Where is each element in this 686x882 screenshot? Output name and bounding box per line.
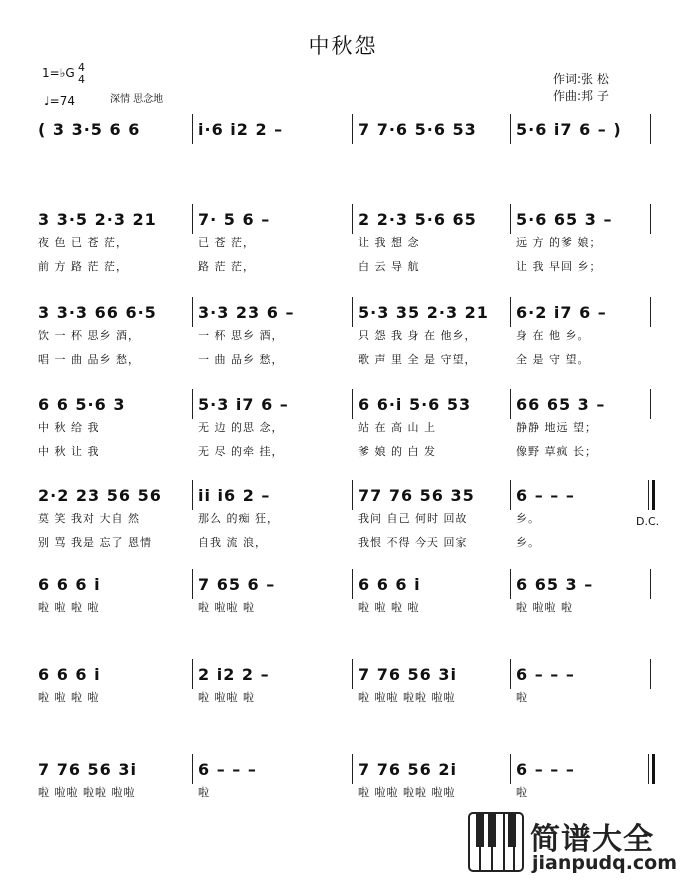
- measure-notes: 5·6 65 3 –: [516, 210, 613, 229]
- measure-notes: 5·6 i7 6 – ): [516, 120, 622, 139]
- lyric-text: 让 我 早回 乡；: [516, 260, 602, 273]
- lyric-text: 啦 啦啦 啦啦 啦啦: [38, 786, 136, 799]
- lyric-text: 让 我 想 念: [358, 236, 420, 249]
- lyric-text: 全 是 守 望。: [516, 353, 590, 366]
- measure-notes: 6 65 3 –: [516, 575, 594, 594]
- lyric-text: 歌 声 里 全 是 守望，: [358, 353, 477, 366]
- lyric-text: 啦 啦啦 啦啦 啦啦: [358, 691, 456, 704]
- measure-notes: 6 6·i 5·6 53: [358, 395, 472, 414]
- barline: [352, 480, 353, 510]
- lyric-text: 夜 色 已 苍 茫，: [38, 236, 128, 249]
- measure-notes: 6 6 5·6 3: [38, 395, 126, 414]
- lyric-text: 已 苍 茫，: [198, 236, 255, 249]
- expression-marking: 深情 思念地: [110, 94, 164, 105]
- lyric-text: 啦: [516, 691, 528, 704]
- measure-notes: ( 3 3·5 6 6: [38, 120, 141, 139]
- lyric-text: 白 云 导 航: [358, 260, 420, 273]
- lyric-text: 像野 草疯 长；: [516, 445, 597, 458]
- measure-notes: 3 3·3 66 6·5: [38, 303, 157, 322]
- barline: [352, 114, 353, 144]
- measure-notes: 2 i2 2 –: [198, 665, 270, 684]
- lyric-text: 前 方 路 茫 茫，: [38, 260, 128, 273]
- logo-url: jianpudq.com: [532, 852, 678, 874]
- barline: [650, 569, 651, 599]
- lyric-text: 静静 地远 望；: [516, 421, 597, 434]
- barline: [192, 659, 193, 689]
- lyric-text: 路 茫 茫，: [198, 260, 255, 273]
- lyric-text: 站 在 高 山 上: [358, 421, 436, 434]
- composer-credit: 作曲:邦 子: [553, 89, 609, 103]
- time-signature-top: 4: [78, 61, 85, 74]
- lyric-text: 无 尽 的牵 挂，: [198, 445, 284, 458]
- barline: [510, 114, 511, 144]
- measure-notes: i·6 i2 2 –: [198, 120, 284, 139]
- barline: [510, 754, 511, 784]
- barline: [352, 754, 353, 784]
- measure-notes: 6·2 i7 6 –: [516, 303, 607, 322]
- lyric-text: 唱 一 曲 品乡 愁，: [38, 353, 140, 366]
- measure-notes: 3·3 23 6 –: [198, 303, 295, 322]
- lyric-text: 那么 的痴 狂，: [198, 512, 279, 525]
- final-barline-thick: [652, 480, 655, 510]
- lyric-text: 啦 啦啦 啦啦 啦啦: [358, 786, 456, 799]
- lyric-text: 啦: [516, 786, 528, 799]
- measure-notes: 6 – – –: [516, 665, 575, 684]
- barline: [352, 204, 353, 234]
- lyric-text: 啦 啦啦 啦: [198, 691, 255, 704]
- measure-notes: 7 76 56 3i: [358, 665, 457, 684]
- measure-notes: 77 76 56 35: [358, 486, 475, 505]
- measure-notes: 3 3·5 2·3 21: [38, 210, 157, 229]
- measure-notes: 7· 5 6 –: [198, 210, 271, 229]
- da-capo-marking: D.C.: [636, 515, 660, 528]
- measure-notes: 2·2 23 56 56: [38, 486, 162, 505]
- lyric-text: 无 边 的思 念，: [198, 421, 284, 434]
- measure-notes: 6 – – –: [516, 760, 575, 779]
- lyric-text: 啦 啦 啦 啦: [38, 601, 100, 614]
- barline: [192, 114, 193, 144]
- lyric-text: 啦 啦啦 啦: [198, 601, 255, 614]
- barline: [192, 204, 193, 234]
- key-signature: 1=♭G: [42, 66, 75, 80]
- lyric-text: 我问 自己 何时 回故: [358, 512, 468, 525]
- measure-notes: 7 7·6 5·6 53: [358, 120, 477, 139]
- lyric-text: 一 杯 思乡 酒，: [198, 329, 284, 342]
- lyric-text: 一 曲 品乡 愁，: [198, 353, 284, 366]
- lyric-text: 啦 啦啦 啦: [516, 601, 573, 614]
- lyric-text: 中 秋 给 我: [38, 421, 100, 434]
- barline: [650, 204, 651, 234]
- measure-notes: 2 2·3 5·6 65: [358, 210, 477, 229]
- measure-notes: 66 65 3 –: [516, 395, 606, 414]
- lyric-text: 啦 啦 啦 啦: [38, 691, 100, 704]
- lyric-text: 饮 一 杯 思乡 酒，: [38, 329, 140, 342]
- lyric-text: 远 方 的爹 娘；: [516, 236, 602, 249]
- logo-name: 简谱大全: [530, 822, 654, 857]
- tempo-marking: ♩=74: [44, 94, 75, 108]
- lyric-text: 啦: [198, 786, 210, 799]
- lyric-text: 身 在 他 乡。: [516, 329, 590, 342]
- lyric-text: 乡。: [516, 536, 540, 549]
- barline: [510, 569, 511, 599]
- barline: [510, 389, 511, 419]
- measure-notes: 7 76 56 3i: [38, 760, 137, 779]
- lyric-text: 中 秋 让 我: [38, 445, 100, 458]
- measure-notes: 7 76 56 2i: [358, 760, 457, 779]
- barline: [510, 659, 511, 689]
- final-barline-thick: [652, 754, 655, 784]
- barline: [352, 659, 353, 689]
- song-title: 中秋怨: [308, 34, 378, 58]
- lyric-text: 乡。: [516, 512, 540, 525]
- measure-notes: 5·3 35 2·3 21: [358, 303, 489, 322]
- barline: [510, 204, 511, 234]
- lyric-text: 自我 流 浪，: [198, 536, 267, 549]
- barline: [650, 297, 651, 327]
- barline: [192, 480, 193, 510]
- lyric-text: 只 怨 我 身 在 他乡，: [358, 329, 477, 342]
- lyric-text: 别 骂 我是 忘了 恩情: [38, 536, 152, 549]
- time-signature-bottom: 4: [78, 73, 85, 86]
- measure-notes: ii i6 2 –: [198, 486, 271, 505]
- final-barline-thin: [648, 754, 649, 784]
- measure-notes: 6 6 6 i: [38, 665, 101, 684]
- lyric-text: 我恨 不得 今天 回家: [358, 536, 468, 549]
- barline: [192, 754, 193, 784]
- lyric-text: 莫 笑 我对 大自 然: [38, 512, 140, 525]
- measure-notes: 6 – – –: [516, 486, 575, 505]
- measure-notes: 7 65 6 –: [198, 575, 276, 594]
- time-signature: [78, 62, 85, 86]
- barline: [192, 297, 193, 327]
- final-barline-thin: [648, 480, 649, 510]
- barline: [650, 114, 651, 144]
- barline: [352, 297, 353, 327]
- barline: [510, 480, 511, 510]
- measure-notes: 6 6 6 i: [358, 575, 421, 594]
- barline: [650, 659, 651, 689]
- lyricist-credit: 作词:张 松: [553, 72, 609, 86]
- barline: [510, 297, 511, 327]
- measure-notes: 5·3 i7 6 –: [198, 395, 289, 414]
- lyric-text: 爹 娘 的 白 发: [358, 445, 436, 458]
- barline: [352, 569, 353, 599]
- measure-notes: 6 6 6 i: [38, 575, 101, 594]
- measure-notes: 6 – – –: [198, 760, 257, 779]
- barline: [650, 389, 651, 419]
- barline: [352, 389, 353, 419]
- piano-keys-icon: [468, 812, 524, 872]
- lyric-text: 啦 啦 啦 啦: [358, 601, 420, 614]
- barline: [192, 569, 193, 599]
- barline: [192, 389, 193, 419]
